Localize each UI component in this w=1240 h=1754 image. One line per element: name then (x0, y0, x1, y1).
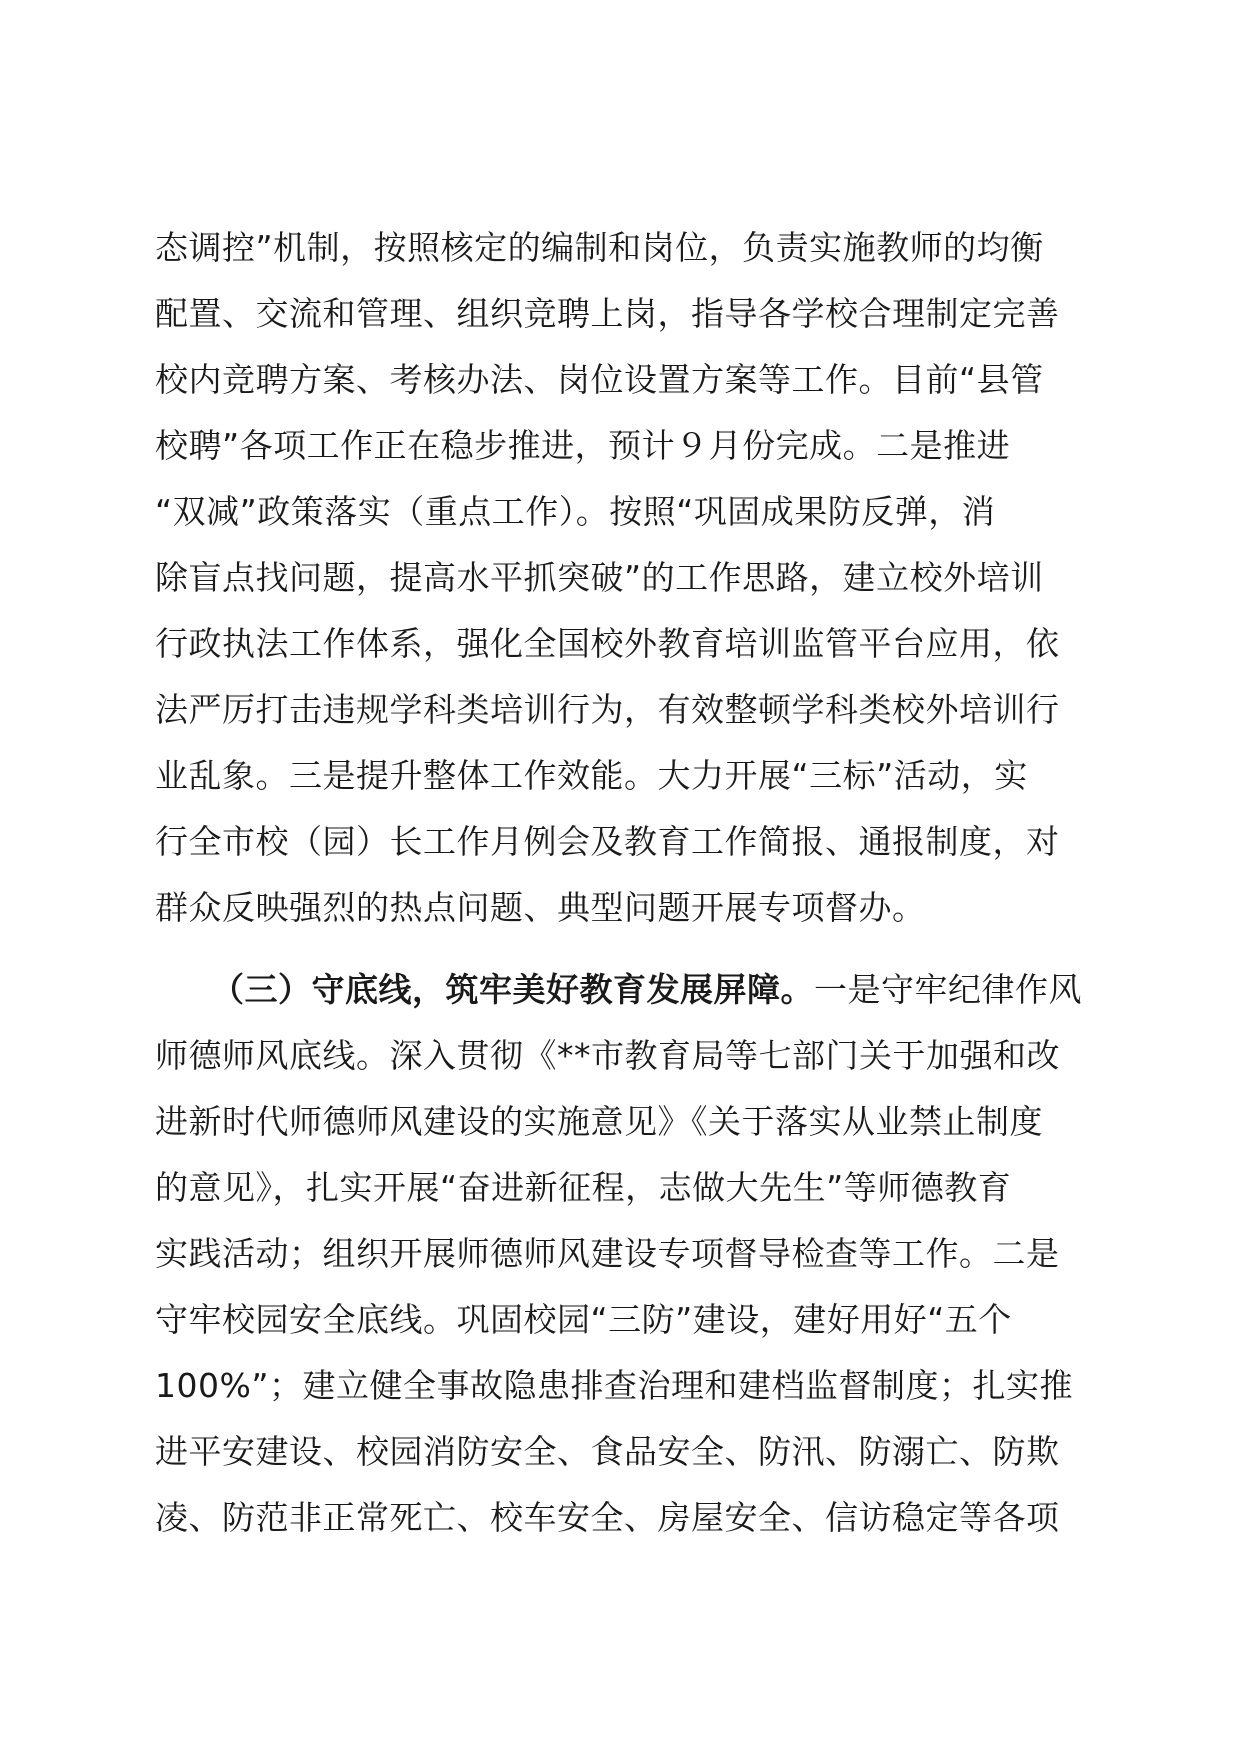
text-line: 师德师风底线。深入贯彻《**市教育局等七部门关于加强和改 (155, 1036, 1060, 1075)
text-line: 态调控”机制，按照核定的编制和岗位，负责实施教师的均衡 (155, 228, 1044, 267)
section-3-first-line-text: 一是守牢纪律作风 (814, 970, 1082, 1009)
text-line: 的意见》，扎实开展“奋进新征程，志做大先生”等师德教育 (155, 1168, 1012, 1207)
section-3-first-line (155, 957, 1105, 1023)
text-line: “双减”政策落实（重点工作）。按照“巩固成果防反弹，消 (155, 492, 996, 531)
text-line: 校聘”各项工作正在稳步推进，预计９月份完成。二是推进 (155, 426, 1011, 465)
text-line: 配置、交流和管理、组织竞聘上岗，指导各学校合理制定完善 (155, 294, 1060, 333)
text-line: 行全市校（园）长工作月例会及教育工作简报、通报制度，对 (155, 822, 1060, 861)
text-line: 校内竞聘方案、考核办法、岗位设置方案等工作。目前“县管 (155, 360, 1044, 399)
text-line: 100%”；建立健全事故隐患排查治理和建档监督制度；扎实推 (155, 1366, 1073, 1405)
text-line: 法严厉打击违规学科类培训行为，有效整顿学科类校外培训行 (155, 690, 1060, 729)
body-text (155, 215, 1105, 1551)
text-line: 行政执法工作体系，强化全国校外教育培训监管平台应用，依 (155, 624, 1060, 663)
text-line: 群众反映强烈的热点问题、典型问题开展专项督办。 (155, 888, 926, 927)
text-line: 业乱象。三是提升整体工作效能。大力开展“三标”活动，实 (155, 756, 1028, 795)
text-line: 实践活动；组织开展师德师风建设专项督导检查等工作。二是 (155, 1234, 1060, 1273)
text-line: 守牢校园安全底线。巩固校园“三防”建设，建好用好“五个 (155, 1300, 1012, 1339)
text-line: 除盲点找问题，提高水平抓突破”的工作思路，建立校外培训 (155, 558, 1044, 597)
section-3-heading: （三）守底线，筑牢美好教育发展屏障。 (211, 970, 814, 1009)
text-line: 凌、防范非正常死亡、校车安全、房屋安全、信访稳定等各项 (155, 1498, 1060, 1537)
text-line: 进平安建设、校园消防安全、食品安全、防汛、防溺亡、防欺 (155, 1432, 1060, 1471)
text-line: 进新时代师德师风建设的实施意见》《关于落实从业禁止制度 (155, 1102, 1043, 1141)
